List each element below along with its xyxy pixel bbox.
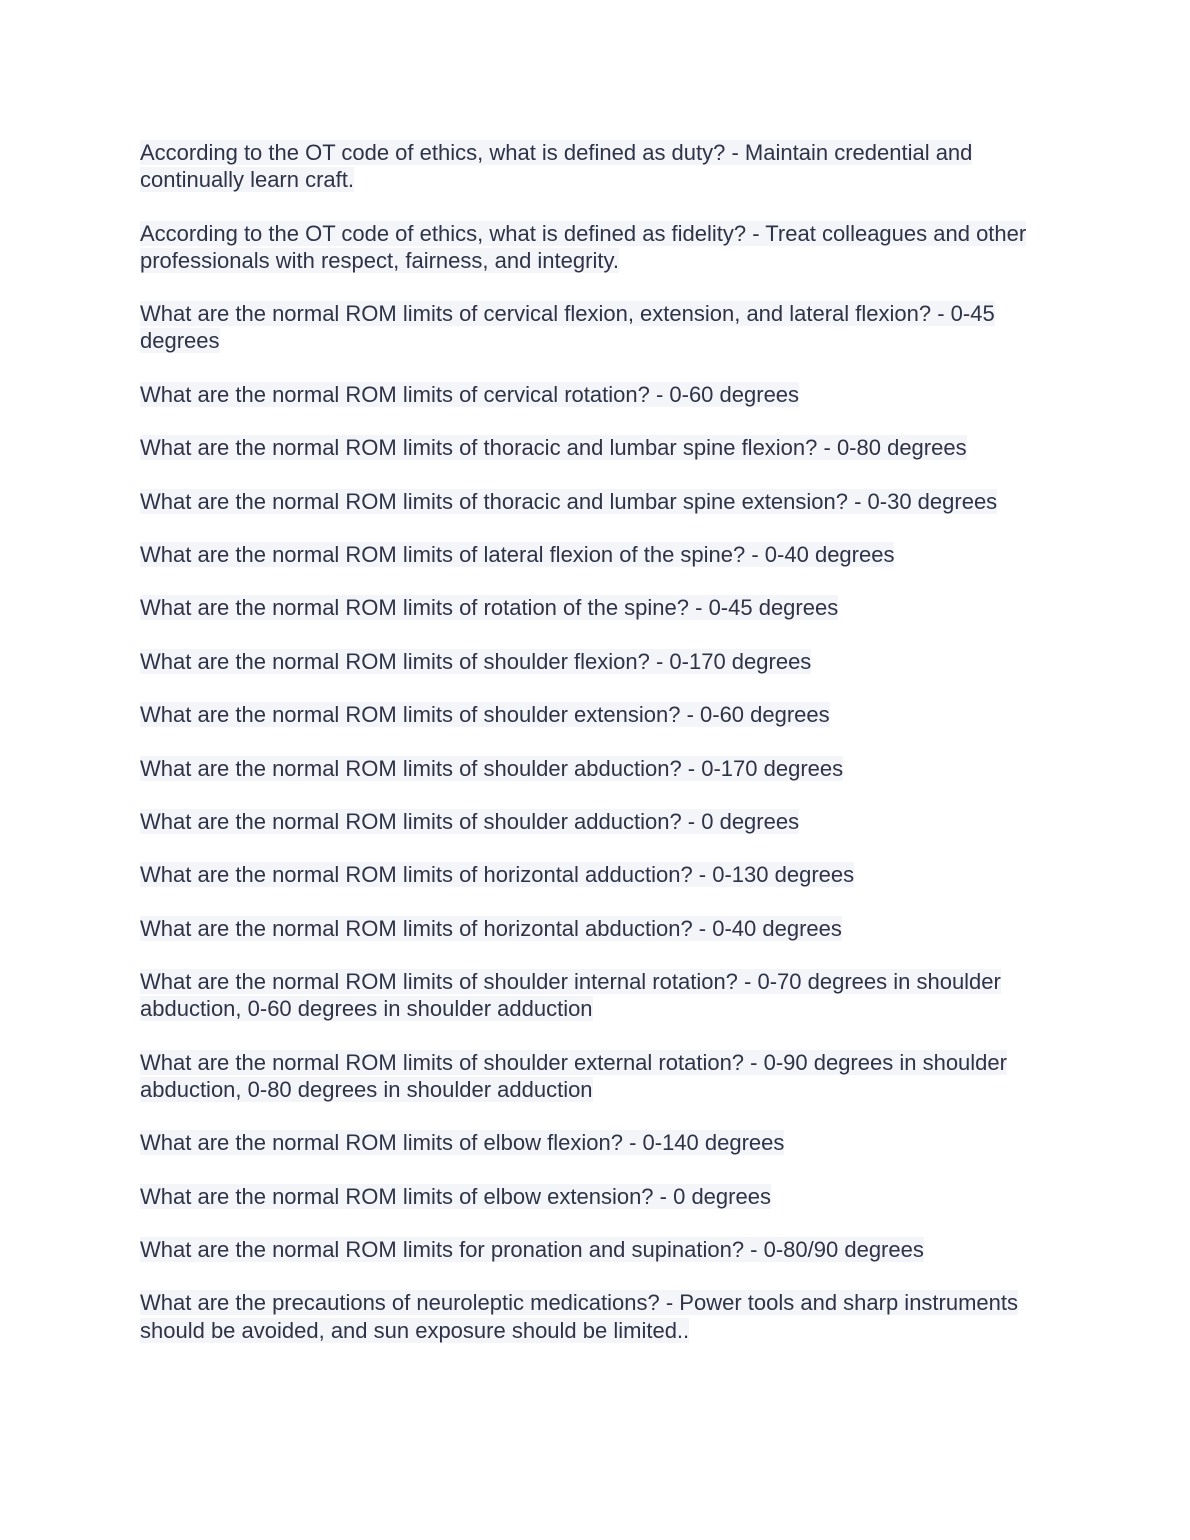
- qa-text: What are the normal ROM limits of shoulder flexion? - 0-170 degrees: [140, 648, 812, 674]
- qa-text: What are the normal ROM limits for pronation and supination? - 0-80/90 degrees: [140, 1237, 924, 1263]
- qa-entry-shoulder-abduction: [140, 755, 1052, 782]
- qa-entry-spine-extension: [140, 488, 1052, 515]
- qa-text: According to the OT code of ethics, what is defined as duty? - Maintain credential and continually learn craft.: [140, 140, 973, 193]
- qa-text: What are the normal ROM limits of rotation of the spine? - 0-45 degrees: [140, 595, 839, 621]
- qa-text: What are the normal ROM limits of shoulder internal rotation? - 0-70 degrees in shoulder abduction, 0-60 degrees in shoulder adduction: [140, 969, 1001, 1022]
- qa-entry-cervical-rotation: [140, 381, 1052, 408]
- qa-text: According to the OT code of ethics, what is defined as fidelity? - Treat colleagues and other professionals with respect, fairness, and integrity.: [140, 220, 1027, 273]
- qa-text: What are the normal ROM limits of shoulder extension? - 0-60 degrees: [140, 702, 830, 728]
- qa-text: What are the normal ROM limits of thoracic and lumbar spine flexion? - 0-80 degrees: [140, 435, 967, 461]
- qa-entry-spine-flexion: [140, 434, 1052, 461]
- qa-text: What are the precautions of neuroleptic medications? - Power tools and sharp instruments should be avoided, and sun exposure should be limited..: [140, 1290, 1019, 1343]
- qa-text: What are the normal ROM limits of thoracic and lumbar spine extension? - 0-30 degrees: [140, 488, 998, 514]
- qa-text: What are the normal ROM limits of elbow flexion? - 0-140 degrees: [140, 1130, 785, 1156]
- qa-entry-neuroleptic-precautions: [140, 1289, 1052, 1343]
- qa-entry-spine-lateral-flexion: [140, 541, 1052, 568]
- qa-entry-spine-rotation: [140, 594, 1052, 621]
- qa-entry-fidelity: [140, 220, 1052, 274]
- qa-text: What are the normal ROM limits of horizontal adduction? - 0-130 degrees: [140, 862, 855, 888]
- qa-text: What are the normal ROM limits of cervical flexion, extension, and lateral flexion? - 0-45 degrees: [140, 301, 995, 354]
- qa-entry-elbow-extension: [140, 1183, 1052, 1210]
- qa-entry-shoulder-extension: [140, 701, 1052, 728]
- qa-entry-horizontal-adduction: [140, 861, 1052, 888]
- qa-entry-cervical-flexion: [140, 300, 1052, 354]
- qa-entry-duty: [140, 139, 1052, 193]
- qa-text: What are the normal ROM limits of lateral flexion of the spine? - 0-40 degrees: [140, 541, 895, 567]
- qa-text: What are the normal ROM limits of horizontal abduction? - 0-40 degrees: [140, 915, 842, 941]
- qa-text: What are the normal ROM limits of cervical rotation? - 0-60 degrees: [140, 381, 800, 407]
- qa-text: What are the normal ROM limits of shoulder external rotation? - 0-90 degrees in shoulder abduction, 0-80 degrees in shoulder adduction: [140, 1049, 1007, 1102]
- document-page: [140, 139, 1052, 1370]
- qa-text: What are the normal ROM limits of shoulder abduction? - 0-170 degrees: [140, 755, 844, 781]
- qa-entry-shoulder-adduction: [140, 808, 1052, 835]
- qa-entry-shoulder-flexion: [140, 648, 1052, 675]
- qa-entry-horizontal-abduction: [140, 915, 1052, 942]
- qa-entry-elbow-flexion: [140, 1129, 1052, 1156]
- qa-text: What are the normal ROM limits of elbow extension? - 0 degrees: [140, 1183, 771, 1209]
- qa-text: What are the normal ROM limits of shoulder adduction? - 0 degrees: [140, 808, 800, 834]
- qa-entry-shoulder-internal-rotation: [140, 968, 1052, 1022]
- qa-entry-pronation-supination: [140, 1236, 1052, 1263]
- qa-entry-shoulder-external-rotation: [140, 1049, 1052, 1103]
